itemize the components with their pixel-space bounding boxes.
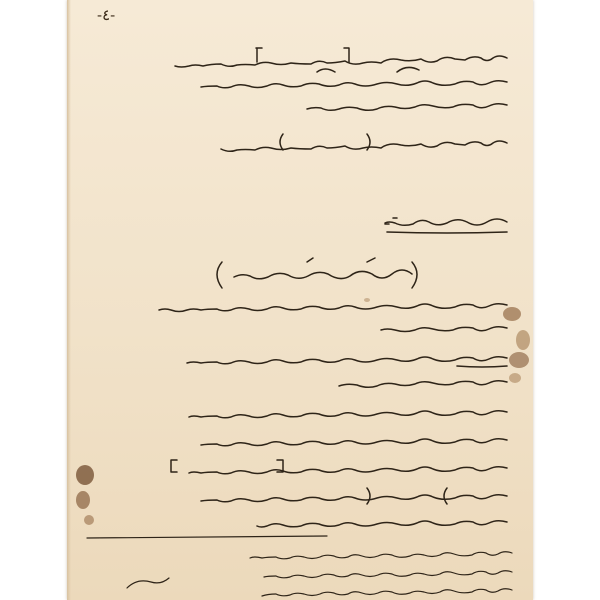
handwritten-line bbox=[175, 56, 507, 67]
handwritten-line bbox=[187, 357, 507, 364]
handwritten-line bbox=[201, 81, 507, 88]
handwritten-line bbox=[201, 495, 507, 502]
handwritten-line bbox=[234, 270, 412, 279]
handwritten-line bbox=[381, 327, 507, 332]
handwritten-paragraph-2 bbox=[159, 304, 507, 388]
handwritten-line bbox=[264, 571, 512, 578]
handwritten-content bbox=[67, 0, 533, 600]
handwritten-footnotes bbox=[127, 552, 512, 596]
handwritten-line bbox=[250, 552, 512, 559]
handwritten-line bbox=[221, 141, 507, 151]
handwritten-line bbox=[159, 304, 507, 312]
handwritten-line bbox=[257, 521, 507, 527]
handwritten-line bbox=[262, 589, 512, 596]
handwritten-line bbox=[339, 381, 507, 388]
page-number: -٤- bbox=[97, 6, 116, 24]
handwritten-line bbox=[307, 104, 507, 111]
handwritten-paragraph-1 bbox=[175, 48, 507, 151]
handwritten-subheading bbox=[217, 258, 417, 288]
handwritten-paragraph-3 bbox=[171, 411, 507, 527]
handwritten-line bbox=[189, 411, 507, 418]
manuscript-page bbox=[67, 0, 533, 600]
footnote-rule bbox=[87, 536, 327, 538]
handwritten-heading bbox=[385, 218, 507, 233]
handwritten-line bbox=[201, 439, 507, 446]
handwritten-line bbox=[385, 219, 507, 225]
handwritten-line bbox=[189, 467, 507, 474]
